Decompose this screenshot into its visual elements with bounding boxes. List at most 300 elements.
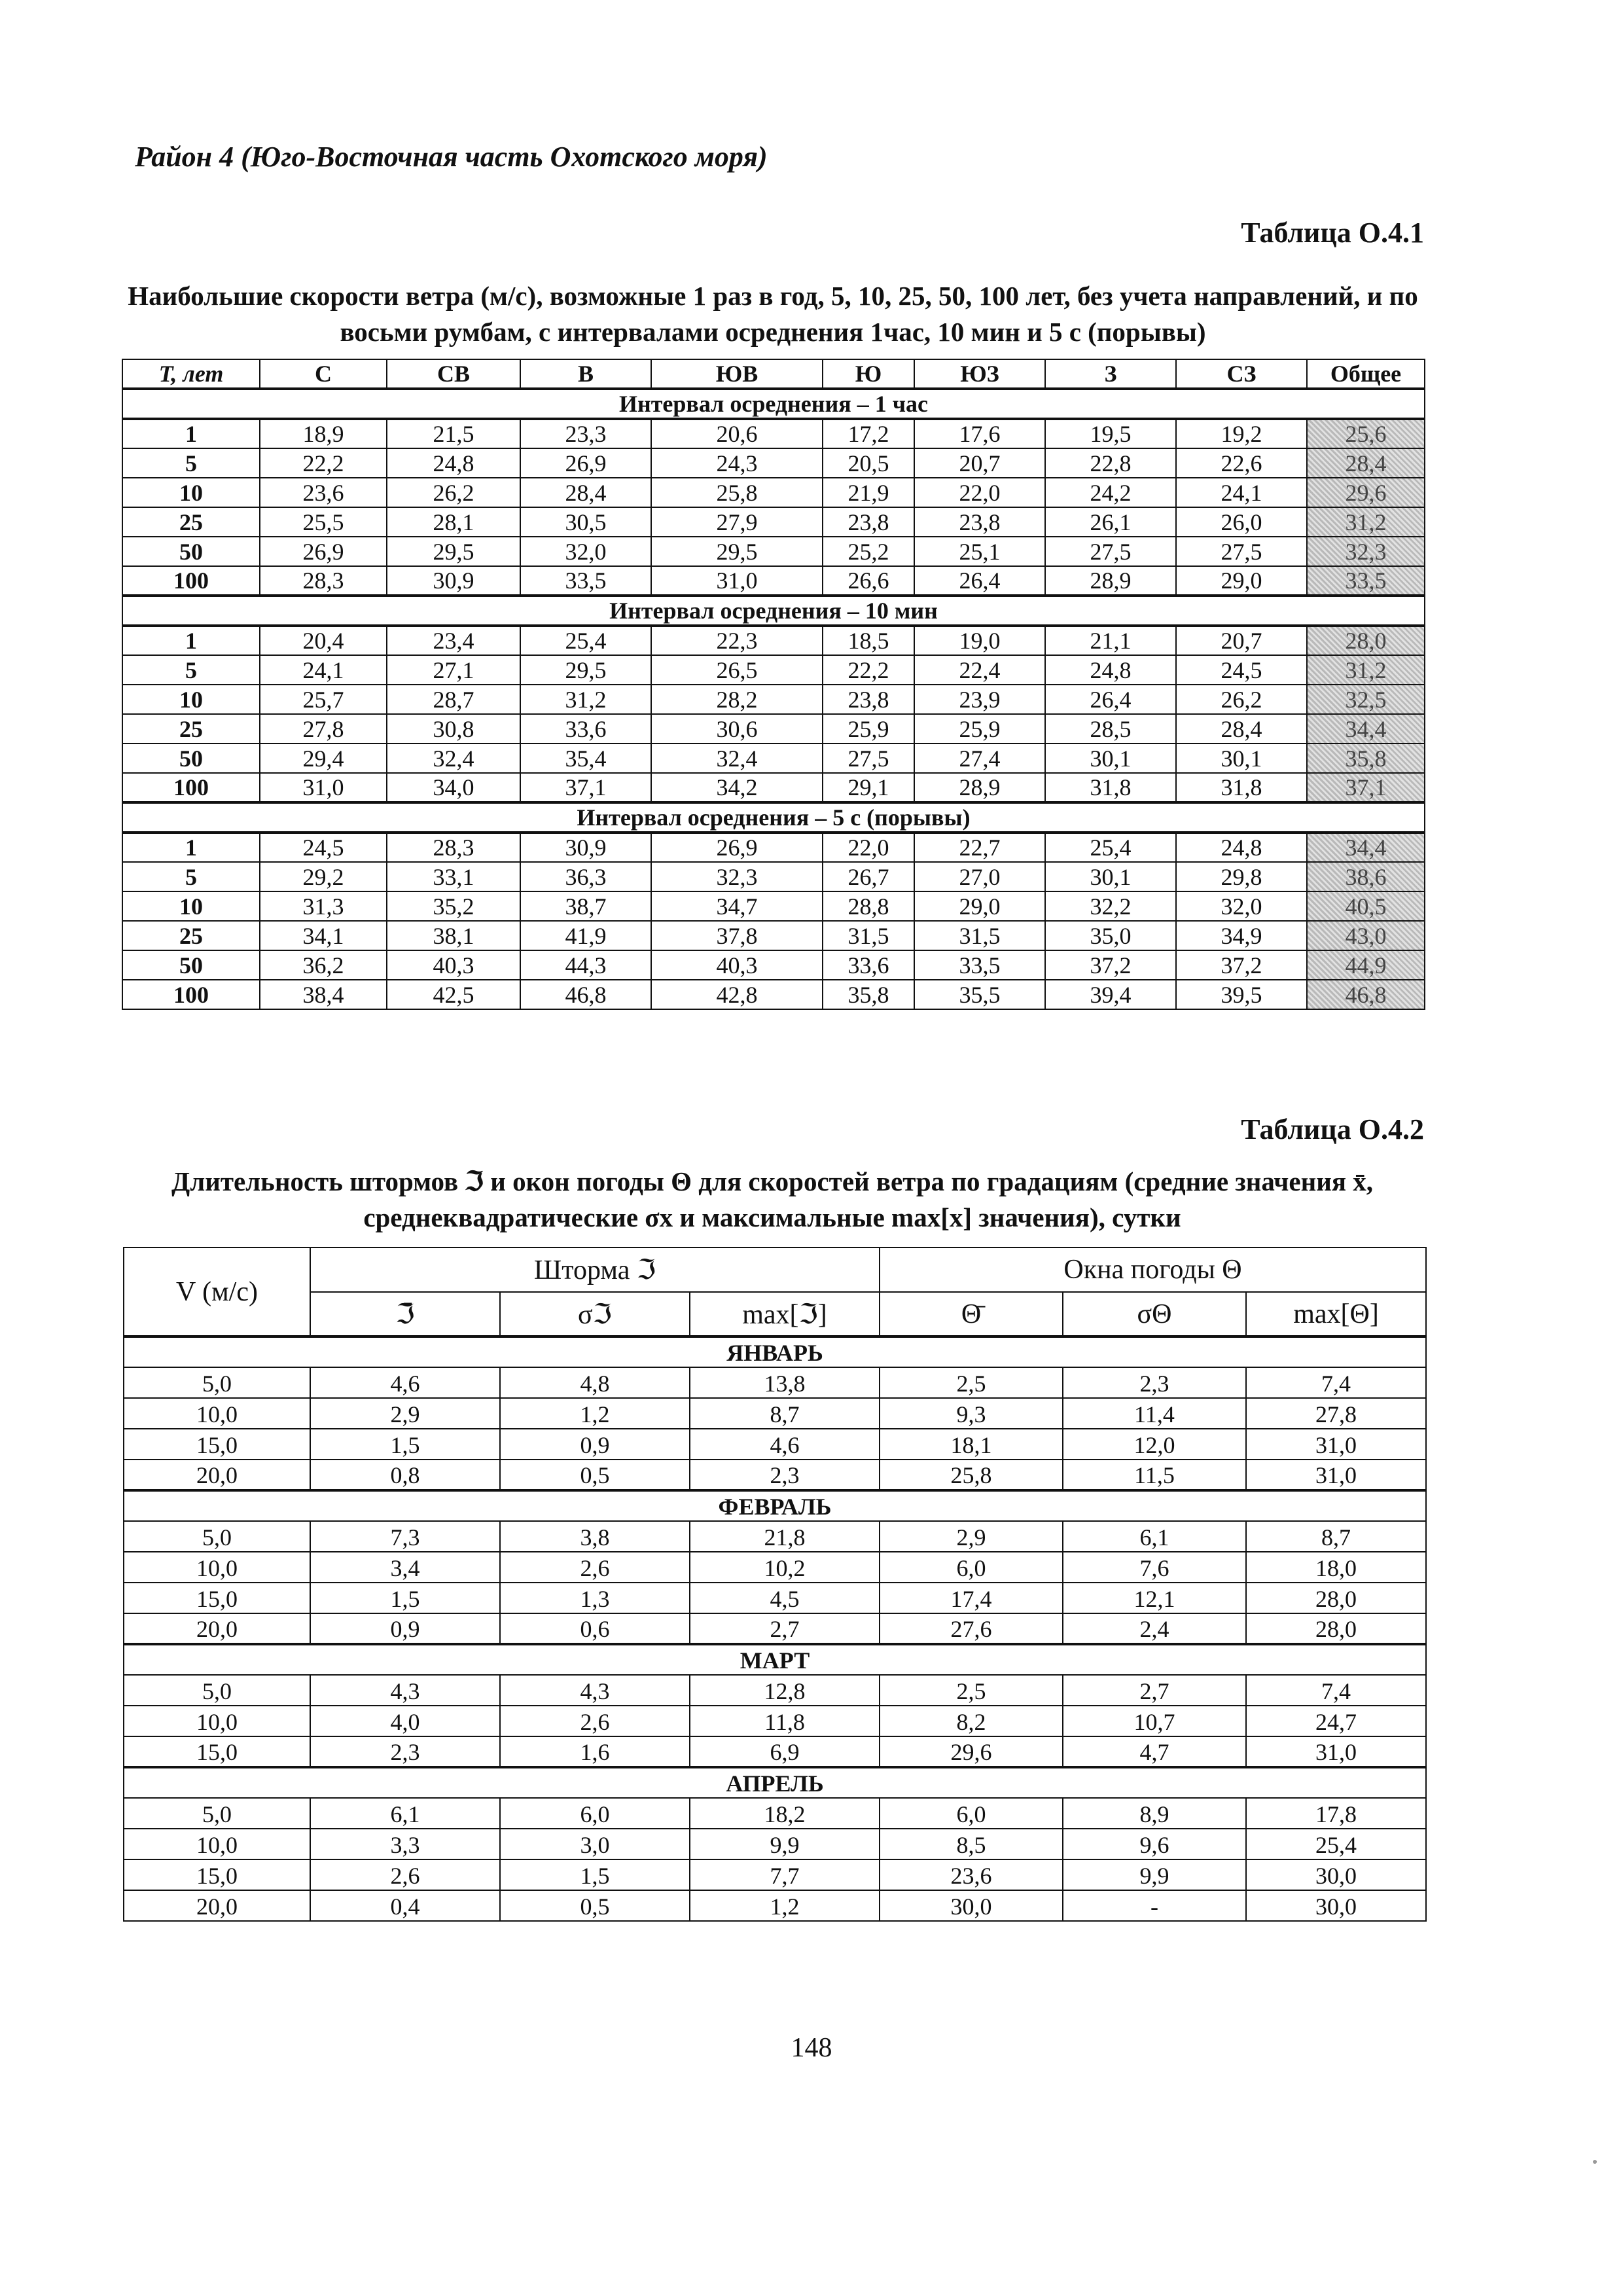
value-cell: 6,0	[500, 1798, 690, 1829]
section-row	[122, 596, 1425, 626]
value-cell: 31,0	[651, 566, 823, 596]
table-row	[122, 566, 1425, 596]
value-cell: 24,1	[1176, 478, 1307, 507]
sub-header: σℑ	[500, 1292, 690, 1336]
speed-cell: 15,0	[124, 1429, 310, 1460]
value-cell: 4,3	[500, 1675, 690, 1706]
month-row	[124, 1336, 1426, 1367]
storms-group-header: Шторма ℑ	[310, 1247, 880, 1292]
value-cell: 24,3	[651, 448, 823, 478]
value-cell: 34,7	[651, 891, 823, 921]
value-cell: 27,5	[1045, 537, 1176, 566]
general-value-cell: 31,2	[1307, 655, 1425, 685]
value-cell: 23,8	[914, 507, 1045, 537]
value-cell: 39,5	[1176, 980, 1307, 1009]
table-row	[124, 1429, 1426, 1460]
value-cell: 25,8	[880, 1460, 1063, 1490]
value-cell: 33,1	[387, 862, 520, 891]
scan-speck	[1593, 2160, 1597, 2164]
value-cell: 19,5	[1045, 419, 1176, 448]
storm-duration-table	[123, 1247, 1427, 1922]
general-value-cell: 29,6	[1307, 478, 1425, 507]
value-cell: 31,0	[260, 773, 387, 802]
value-cell: 34,0	[387, 773, 520, 802]
value-cell: 30,0	[1246, 1890, 1426, 1921]
value-cell: 2,5	[880, 1675, 1063, 1706]
value-cell: 29,6	[880, 1736, 1063, 1767]
value-cell: 22,2	[260, 448, 387, 478]
value-cell: 37,2	[1045, 950, 1176, 980]
value-cell: 24,8	[1176, 833, 1307, 862]
value-cell: 8,7	[1246, 1521, 1426, 1552]
table-row	[124, 1675, 1426, 1706]
return-period-cell: 5	[122, 448, 260, 478]
column-header: З	[1045, 359, 1176, 389]
sub-header: ℑ̄	[310, 1292, 500, 1336]
value-cell: 31,0	[1246, 1460, 1426, 1490]
value-cell: 42,5	[387, 980, 520, 1009]
value-cell: 35,0	[1045, 921, 1176, 950]
value-cell: 36,3	[520, 862, 651, 891]
value-cell: 30,1	[1176, 744, 1307, 773]
return-period-cell: 1	[122, 833, 260, 862]
value-cell: 26,2	[1176, 685, 1307, 714]
value-cell: 29,0	[1176, 566, 1307, 596]
value-cell: 29,4	[260, 744, 387, 773]
value-cell: 2,3	[310, 1736, 500, 1767]
value-cell: 25,4	[520, 626, 651, 655]
value-cell: 28,0	[1246, 1613, 1426, 1644]
value-cell: 2,3	[1063, 1367, 1246, 1398]
value-cell: 12,8	[690, 1675, 880, 1706]
return-period-cell: 25	[122, 921, 260, 950]
value-cell: 37,8	[651, 921, 823, 950]
table1-header-row	[122, 359, 1425, 389]
general-value-cell: 43,0	[1307, 921, 1425, 950]
value-cell: 17,8	[1246, 1798, 1426, 1829]
value-cell: 7,7	[690, 1859, 880, 1890]
value-cell: 12,0	[1063, 1429, 1246, 1460]
month-title: ФЕВРАЛЬ	[124, 1490, 1426, 1521]
value-cell: 24,8	[387, 448, 520, 478]
value-cell: 0,5	[500, 1460, 690, 1490]
general-value-cell: 28,0	[1307, 626, 1425, 655]
value-cell: 3,3	[310, 1829, 500, 1859]
value-cell: 28,2	[651, 685, 823, 714]
month-row	[124, 1767, 1426, 1798]
table-row	[124, 1552, 1426, 1583]
value-cell: 2,6	[500, 1706, 690, 1736]
value-cell: 38,1	[387, 921, 520, 950]
table-row	[122, 419, 1425, 448]
general-value-cell: 37,1	[1307, 773, 1425, 802]
value-cell: 25,9	[914, 714, 1045, 744]
value-cell: 44,3	[520, 950, 651, 980]
value-cell: 24,1	[260, 655, 387, 685]
value-cell: 40,3	[651, 950, 823, 980]
value-cell: 28,4	[1176, 714, 1307, 744]
table-row	[124, 1829, 1426, 1859]
value-cell: 29,8	[1176, 862, 1307, 891]
general-value-cell: 46,8	[1307, 980, 1425, 1009]
value-cell: 31,0	[1246, 1429, 1426, 1460]
value-cell: 4,7	[1063, 1736, 1246, 1767]
value-cell: 35,8	[823, 980, 914, 1009]
value-cell: 29,5	[651, 537, 823, 566]
page-number: 148	[791, 2033, 832, 2063]
value-cell: 28,1	[387, 507, 520, 537]
speed-cell: 5,0	[124, 1521, 310, 1552]
value-cell: 11,4	[1063, 1398, 1246, 1429]
value-cell: 0,8	[310, 1460, 500, 1490]
table1-label: Таблица О.4.1	[1241, 217, 1424, 249]
value-cell: 8,5	[880, 1829, 1063, 1859]
value-cell: 4,6	[310, 1367, 500, 1398]
wind-speed-table	[122, 359, 1425, 1010]
value-cell: 2,9	[880, 1521, 1063, 1552]
return-period-cell: 5	[122, 862, 260, 891]
value-cell: 35,5	[914, 980, 1045, 1009]
return-period-cell: 50	[122, 950, 260, 980]
value-cell: 6,1	[310, 1798, 500, 1829]
value-cell: 1,3	[500, 1583, 690, 1613]
general-value-cell: 32,3	[1307, 537, 1425, 566]
speed-cell: 5,0	[124, 1367, 310, 1398]
value-cell: 7,4	[1246, 1675, 1426, 1706]
value-cell: 27,8	[1246, 1398, 1426, 1429]
value-cell: 36,2	[260, 950, 387, 980]
value-cell: 28,8	[823, 891, 914, 921]
table-row	[124, 1890, 1426, 1921]
speed-cell: 10,0	[124, 1398, 310, 1429]
value-cell: 23,8	[823, 685, 914, 714]
column-header: Ю	[823, 359, 914, 389]
value-cell: 40,3	[387, 950, 520, 980]
value-cell: 26,2	[387, 478, 520, 507]
value-cell: 2,5	[880, 1367, 1063, 1398]
value-cell: 23,8	[823, 507, 914, 537]
value-cell: 1,2	[690, 1890, 880, 1921]
table-row	[124, 1798, 1426, 1829]
column-header: Общее	[1307, 359, 1425, 389]
value-cell: 0,6	[500, 1613, 690, 1644]
value-cell: 8,2	[880, 1706, 1063, 1736]
table-row	[122, 950, 1425, 980]
sub-header: Θ̄	[880, 1292, 1063, 1336]
value-cell: 27,5	[823, 744, 914, 773]
value-cell: 18,9	[260, 419, 387, 448]
value-cell: 29,5	[387, 537, 520, 566]
value-cell: 28,4	[520, 478, 651, 507]
value-cell: 20,6	[651, 419, 823, 448]
value-cell: 32,4	[651, 744, 823, 773]
value-cell: 20,5	[823, 448, 914, 478]
table-row	[124, 1583, 1426, 1613]
value-cell: 17,6	[914, 419, 1045, 448]
value-cell: 24,5	[1176, 655, 1307, 685]
section-title: Интервал осреднения – 1 час	[122, 389, 1425, 419]
value-cell: 0,9	[500, 1429, 690, 1460]
value-cell: 0,9	[310, 1613, 500, 1644]
value-cell: 34,2	[651, 773, 823, 802]
value-cell: 27,5	[1176, 537, 1307, 566]
value-cell: 2,9	[310, 1398, 500, 1429]
return-period-cell: 5	[122, 655, 260, 685]
speed-cell: 20,0	[124, 1613, 310, 1644]
section-title: Интервал осреднения – 10 мин	[122, 596, 1425, 626]
value-cell: 23,9	[914, 685, 1045, 714]
value-cell: 20,4	[260, 626, 387, 655]
return-period-cell: 50	[122, 744, 260, 773]
value-cell: 29,0	[914, 891, 1045, 921]
value-cell: 22,7	[914, 833, 1045, 862]
value-cell: 27,0	[914, 862, 1045, 891]
table-row	[122, 862, 1425, 891]
value-cell: 6,1	[1063, 1521, 1246, 1552]
value-cell: 2,7	[690, 1613, 880, 1644]
speed-cell: 10,0	[124, 1552, 310, 1583]
table-row	[124, 1460, 1426, 1490]
value-cell: 10,2	[690, 1552, 880, 1583]
value-cell: 23,4	[387, 626, 520, 655]
value-cell: 28,7	[387, 685, 520, 714]
speed-cell: 5,0	[124, 1675, 310, 1706]
section-row	[122, 389, 1425, 419]
table2-title: Длительность штормов ℑ и окон погоды Θ для скоростей ветра по градациям (средние значения x̄, среднеквадратические σx и максимальные max[x] значения), сутки	[171, 1166, 1374, 1232]
value-cell: 22,6	[1176, 448, 1307, 478]
value-cell: 2,6	[500, 1552, 690, 1583]
value-cell: 20,7	[914, 448, 1045, 478]
value-cell: 28,9	[1045, 566, 1176, 596]
value-cell: 27,4	[914, 744, 1045, 773]
value-cell: 28,3	[387, 833, 520, 862]
value-cell: 9,3	[880, 1398, 1063, 1429]
return-period-cell: 100	[122, 773, 260, 802]
value-cell: 29,5	[520, 655, 651, 685]
table-row	[122, 773, 1425, 802]
value-cell: 32,2	[1045, 891, 1176, 921]
value-cell: 26,5	[651, 655, 823, 685]
value-cell: 30,9	[520, 833, 651, 862]
value-cell: 28,0	[1246, 1583, 1426, 1613]
value-cell: 0,4	[310, 1890, 500, 1921]
return-period-cell: 10	[122, 478, 260, 507]
windows-group-header: Окна погоды Θ	[880, 1247, 1426, 1292]
value-cell: 19,0	[914, 626, 1045, 655]
value-cell: 26,0	[1176, 507, 1307, 537]
return-period-cell: 10	[122, 685, 260, 714]
value-cell: 42,8	[651, 980, 823, 1009]
value-cell: 27,9	[651, 507, 823, 537]
value-cell: 35,4	[520, 744, 651, 773]
value-cell: 2,4	[1063, 1613, 1246, 1644]
speed-cell: 15,0	[124, 1859, 310, 1890]
value-cell: 3,8	[500, 1521, 690, 1552]
table-row	[122, 833, 1425, 862]
value-cell: 30,9	[387, 566, 520, 596]
return-period-cell: 25	[122, 507, 260, 537]
table-row	[122, 685, 1425, 714]
column-header: ЮЗ	[914, 359, 1045, 389]
value-cell: 1,6	[500, 1736, 690, 1767]
table-row	[122, 921, 1425, 950]
value-cell: 24,2	[1045, 478, 1176, 507]
value-cell: 22,2	[823, 655, 914, 685]
value-cell: 8,7	[690, 1398, 880, 1429]
value-cell: 9,9	[1063, 1859, 1246, 1890]
value-cell: 21,8	[690, 1521, 880, 1552]
value-cell: 41,9	[520, 921, 651, 950]
return-period-cell: 10	[122, 891, 260, 921]
value-cell: 31,8	[1176, 773, 1307, 802]
table2-label: Таблица О.4.2	[1241, 1113, 1424, 1145]
value-cell: 30,1	[1045, 744, 1176, 773]
value-cell: 4,3	[310, 1675, 500, 1706]
column-header: С	[260, 359, 387, 389]
value-cell: 1,5	[310, 1429, 500, 1460]
value-cell: 31,5	[914, 921, 1045, 950]
value-cell: 32,3	[651, 862, 823, 891]
value-cell: 6,0	[880, 1798, 1063, 1829]
value-cell: 26,4	[914, 566, 1045, 596]
table-row	[122, 655, 1425, 685]
value-cell: 22,0	[914, 478, 1045, 507]
value-cell: 34,1	[260, 921, 387, 950]
value-cell: 30,5	[520, 507, 651, 537]
value-cell: 1,5	[310, 1583, 500, 1613]
table-row	[124, 1398, 1426, 1429]
value-cell: 25,5	[260, 507, 387, 537]
value-cell: 33,6	[823, 950, 914, 980]
table-row	[122, 537, 1425, 566]
value-cell: 22,8	[1045, 448, 1176, 478]
value-cell: 21,5	[387, 419, 520, 448]
value-cell: 9,9	[690, 1829, 880, 1859]
value-cell: 26,4	[1045, 685, 1176, 714]
value-cell: 6,9	[690, 1736, 880, 1767]
value-cell: 10,7	[1063, 1706, 1246, 1736]
value-cell: 6,0	[880, 1552, 1063, 1583]
return-period-cell: 100	[122, 980, 260, 1009]
table-row	[122, 714, 1425, 744]
section-row	[122, 802, 1425, 833]
value-cell: 25,1	[914, 537, 1045, 566]
table-row	[122, 448, 1425, 478]
value-cell: 24,7	[1246, 1706, 1426, 1736]
value-cell: 2,6	[310, 1859, 500, 1890]
general-value-cell: 40,5	[1307, 891, 1425, 921]
value-cell: 17,4	[880, 1583, 1063, 1613]
table-row	[122, 626, 1425, 655]
table-row	[122, 478, 1425, 507]
return-period-cell: 1	[122, 626, 260, 655]
region-title: Район 4 (Юго-Восточная часть Охотского моря)	[135, 141, 768, 173]
general-value-cell: 25,6	[1307, 419, 1425, 448]
column-header: СЗ	[1176, 359, 1307, 389]
value-cell: 31,2	[520, 685, 651, 714]
value-cell: 19,2	[1176, 419, 1307, 448]
value-cell: 23,6	[260, 478, 387, 507]
value-cell: 27,1	[387, 655, 520, 685]
value-cell: 33,5	[520, 566, 651, 596]
value-cell: 33,5	[914, 950, 1045, 980]
value-cell: 34,9	[1176, 921, 1307, 950]
column-header: ЮВ	[651, 359, 823, 389]
general-value-cell: 34,4	[1307, 714, 1425, 744]
value-cell: 17,2	[823, 419, 914, 448]
value-cell: 26,9	[260, 537, 387, 566]
column-header: В	[520, 359, 651, 389]
table-row	[124, 1859, 1426, 1890]
value-cell: 22,3	[651, 626, 823, 655]
value-cell: 22,0	[823, 833, 914, 862]
value-cell: -	[1063, 1890, 1246, 1921]
general-value-cell: 34,4	[1307, 833, 1425, 862]
value-cell: 25,7	[260, 685, 387, 714]
section-title: Интервал осреднения – 5 с (порывы)	[122, 802, 1425, 833]
month-row	[124, 1490, 1426, 1521]
value-cell: 1,5	[500, 1859, 690, 1890]
speed-cell: 5,0	[124, 1798, 310, 1829]
value-cell: 26,1	[1045, 507, 1176, 537]
general-value-cell: 31,2	[1307, 507, 1425, 537]
value-cell: 18,2	[690, 1798, 880, 1829]
value-cell: 4,5	[690, 1583, 880, 1613]
value-cell: 30,0	[880, 1890, 1063, 1921]
value-cell: 28,5	[1045, 714, 1176, 744]
value-cell: 26,9	[651, 833, 823, 862]
value-cell: 25,4	[1045, 833, 1176, 862]
value-cell: 21,1	[1045, 626, 1176, 655]
table-row	[122, 891, 1425, 921]
table-row	[122, 980, 1425, 1009]
general-value-cell: 38,6	[1307, 862, 1425, 891]
value-cell: 20,7	[1176, 626, 1307, 655]
value-cell: 30,0	[1246, 1859, 1426, 1890]
value-cell: 21,9	[823, 478, 914, 507]
column-header: T, лет	[122, 359, 260, 389]
value-cell: 7,3	[310, 1521, 500, 1552]
value-cell: 31,8	[1045, 773, 1176, 802]
value-cell: 30,1	[1045, 862, 1176, 891]
speed-cell: 15,0	[124, 1736, 310, 1767]
month-title: ЯНВАРЬ	[124, 1336, 1426, 1367]
value-cell: 30,6	[651, 714, 823, 744]
month-title: МАРТ	[124, 1644, 1426, 1675]
value-cell: 23,3	[520, 419, 651, 448]
value-cell: 27,8	[260, 714, 387, 744]
value-cell: 35,2	[387, 891, 520, 921]
value-cell: 18,1	[880, 1429, 1063, 1460]
value-cell: 22,4	[914, 655, 1045, 685]
value-cell: 25,8	[651, 478, 823, 507]
table-row	[124, 1613, 1426, 1644]
value-cell: 26,6	[823, 566, 914, 596]
value-cell: 31,3	[260, 891, 387, 921]
speed-cell: 20,0	[124, 1460, 310, 1490]
value-cell: 24,8	[1045, 655, 1176, 685]
value-cell: 25,2	[823, 537, 914, 566]
value-cell: 39,4	[1045, 980, 1176, 1009]
table-row	[124, 1736, 1426, 1767]
general-value-cell: 35,8	[1307, 744, 1425, 773]
value-cell: 32,0	[1176, 891, 1307, 921]
value-cell: 25,9	[823, 714, 914, 744]
general-value-cell: 33,5	[1307, 566, 1425, 596]
value-cell: 8,9	[1063, 1798, 1246, 1829]
value-cell: 2,3	[690, 1460, 880, 1490]
value-cell: 37,1	[520, 773, 651, 802]
